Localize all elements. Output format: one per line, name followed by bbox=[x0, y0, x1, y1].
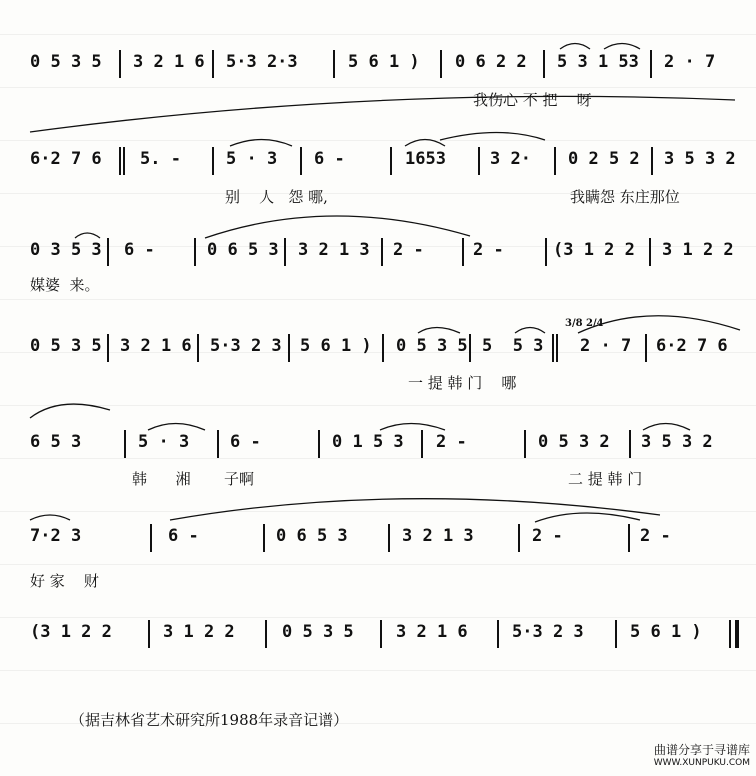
score-line-7 bbox=[0, 622, 756, 650]
barline bbox=[478, 147, 480, 175]
watermark bbox=[654, 741, 750, 768]
measure: 2 - bbox=[532, 526, 563, 546]
final-barline-thin bbox=[729, 620, 731, 648]
measure: 3 2 1 3 bbox=[402, 526, 474, 546]
barline bbox=[554, 147, 556, 175]
measure: 2 · 7 bbox=[664, 52, 716, 72]
barline bbox=[333, 50, 335, 78]
barline bbox=[462, 238, 464, 266]
measure: 6 5 3 bbox=[30, 432, 82, 452]
score-line-3 bbox=[0, 240, 756, 268]
measure: 5 6 1 ) bbox=[300, 336, 372, 356]
measure: 5. - bbox=[140, 149, 181, 169]
measure: 0 6 5 3 bbox=[276, 526, 348, 546]
barline bbox=[651, 147, 653, 175]
measure: 0 5 3 5 bbox=[30, 336, 102, 356]
measure: 0 6 5 3 bbox=[207, 240, 279, 260]
barline bbox=[107, 334, 109, 362]
score-line-2 bbox=[0, 149, 756, 177]
lyric-line-5b: 二 提 韩 门 bbox=[568, 470, 643, 488]
score-line-1 bbox=[0, 52, 756, 80]
watermark-text: 曲谱分享于寻谱库 bbox=[653, 743, 750, 757]
measure: 3 2 1 3 bbox=[298, 240, 370, 260]
measure: 5 3 1 53 bbox=[557, 52, 639, 72]
barline bbox=[497, 620, 499, 648]
measure: 3 2 1 6 bbox=[396, 622, 468, 642]
measure: 0 2 5 2 bbox=[568, 149, 640, 169]
score-line-6 bbox=[0, 526, 756, 554]
measure: 7·2 3 bbox=[30, 526, 82, 546]
barline bbox=[381, 238, 383, 266]
measure: 5 · 3 bbox=[226, 149, 278, 169]
barline bbox=[119, 50, 121, 78]
barline bbox=[524, 430, 526, 458]
barline bbox=[469, 334, 471, 362]
measure: 6 - bbox=[230, 432, 261, 452]
lyric-line-1: 我伤心 不 把 呀 bbox=[473, 91, 592, 109]
lyric-line-4: 一 提 韩 门 哪 bbox=[408, 374, 517, 392]
measure: 1653 bbox=[405, 149, 446, 169]
barline bbox=[150, 524, 152, 552]
measure: 0 6 2 2 bbox=[455, 52, 527, 72]
lyric-line-3: 媒婆 来。 bbox=[30, 276, 100, 294]
barline bbox=[628, 524, 630, 552]
barline bbox=[265, 620, 267, 648]
barline bbox=[645, 334, 647, 362]
measure: 2 - bbox=[393, 240, 424, 260]
barline bbox=[119, 147, 121, 175]
barline bbox=[382, 334, 384, 362]
measure: 0 5 3 2 bbox=[538, 432, 610, 452]
measure: 3 1 2 2 bbox=[662, 240, 734, 260]
measure: 0 5 3 5 bbox=[396, 336, 468, 356]
barline bbox=[650, 50, 652, 78]
measure: 3 5 3 2 bbox=[664, 149, 736, 169]
measure: 0 5 3 5 bbox=[282, 622, 354, 642]
barline bbox=[390, 147, 392, 175]
measure: 5·3 2 3 bbox=[512, 622, 584, 642]
measure: 5 6 1 ) bbox=[630, 622, 702, 642]
measure: 3 2 1 6 bbox=[133, 52, 205, 72]
barline bbox=[629, 430, 631, 458]
barline bbox=[388, 524, 390, 552]
score-line-4 bbox=[0, 336, 756, 364]
measure: 6 - bbox=[314, 149, 345, 169]
measure: 5 6 1 ) bbox=[348, 52, 420, 72]
barline bbox=[518, 524, 520, 552]
measure: 0 3 5 3 bbox=[30, 240, 102, 260]
barline bbox=[552, 334, 554, 362]
measure: 3 5 3 2 bbox=[641, 432, 713, 452]
barline bbox=[300, 147, 302, 175]
measure: 6·2 7 6 bbox=[30, 149, 102, 169]
barline bbox=[318, 430, 320, 458]
measure: 6 - bbox=[168, 526, 199, 546]
barline bbox=[543, 50, 545, 78]
barline bbox=[263, 524, 265, 552]
measure: (3 1 2 2 bbox=[553, 240, 635, 260]
barline bbox=[284, 238, 286, 266]
barline bbox=[649, 238, 651, 266]
barline bbox=[545, 238, 547, 266]
measure: 3 1 2 2 bbox=[163, 622, 235, 642]
barline bbox=[197, 334, 199, 362]
measure: 0 1 5 3 bbox=[332, 432, 404, 452]
final-barline bbox=[735, 620, 739, 648]
measure: 2 - bbox=[640, 526, 671, 546]
watermark-url: WWW.XUNPUKU.COM bbox=[653, 758, 750, 768]
barline bbox=[421, 430, 423, 458]
barline bbox=[440, 50, 442, 78]
measure: 3 2· bbox=[490, 149, 531, 169]
measure: 6 - bbox=[124, 240, 155, 260]
lyric-line-5a: 韩 湘 子啊 bbox=[132, 470, 254, 488]
barline bbox=[288, 334, 290, 362]
measure: (3 1 2 2 bbox=[30, 622, 112, 642]
barline bbox=[217, 430, 219, 458]
lyric-line-2b: 我瞒怨 东庄那位 bbox=[570, 188, 680, 206]
lyric-line-6: 好 家 财 bbox=[30, 572, 99, 590]
barline bbox=[212, 147, 214, 175]
time-signature-change: 3/8 2/4 bbox=[565, 318, 604, 329]
measure: 3 2 1 6 bbox=[120, 336, 192, 356]
measure: 6·2 7 6 bbox=[656, 336, 728, 356]
barline bbox=[107, 238, 109, 266]
measure: 5·3 2·3 bbox=[226, 52, 298, 72]
measure: 2 - bbox=[436, 432, 467, 452]
barline bbox=[615, 620, 617, 648]
score-line-5 bbox=[0, 432, 756, 460]
barline bbox=[148, 620, 150, 648]
measure: 5·3 2 3 bbox=[210, 336, 282, 356]
source-credit: （据吉林省艺术研究所1988年录音记谱） bbox=[70, 711, 349, 729]
barline bbox=[194, 238, 196, 266]
measure: 0 5 3 5 bbox=[30, 52, 102, 72]
lyric-line-2a: 别 人 怨 哪, bbox=[225, 188, 328, 206]
barline bbox=[212, 50, 214, 78]
measure: 5 · 3 bbox=[138, 432, 190, 452]
measure: 2 · 7 bbox=[580, 336, 632, 356]
measure: 2 - bbox=[473, 240, 504, 260]
barline bbox=[380, 620, 382, 648]
measure: 5 5 3 bbox=[482, 336, 544, 356]
barline bbox=[124, 430, 126, 458]
